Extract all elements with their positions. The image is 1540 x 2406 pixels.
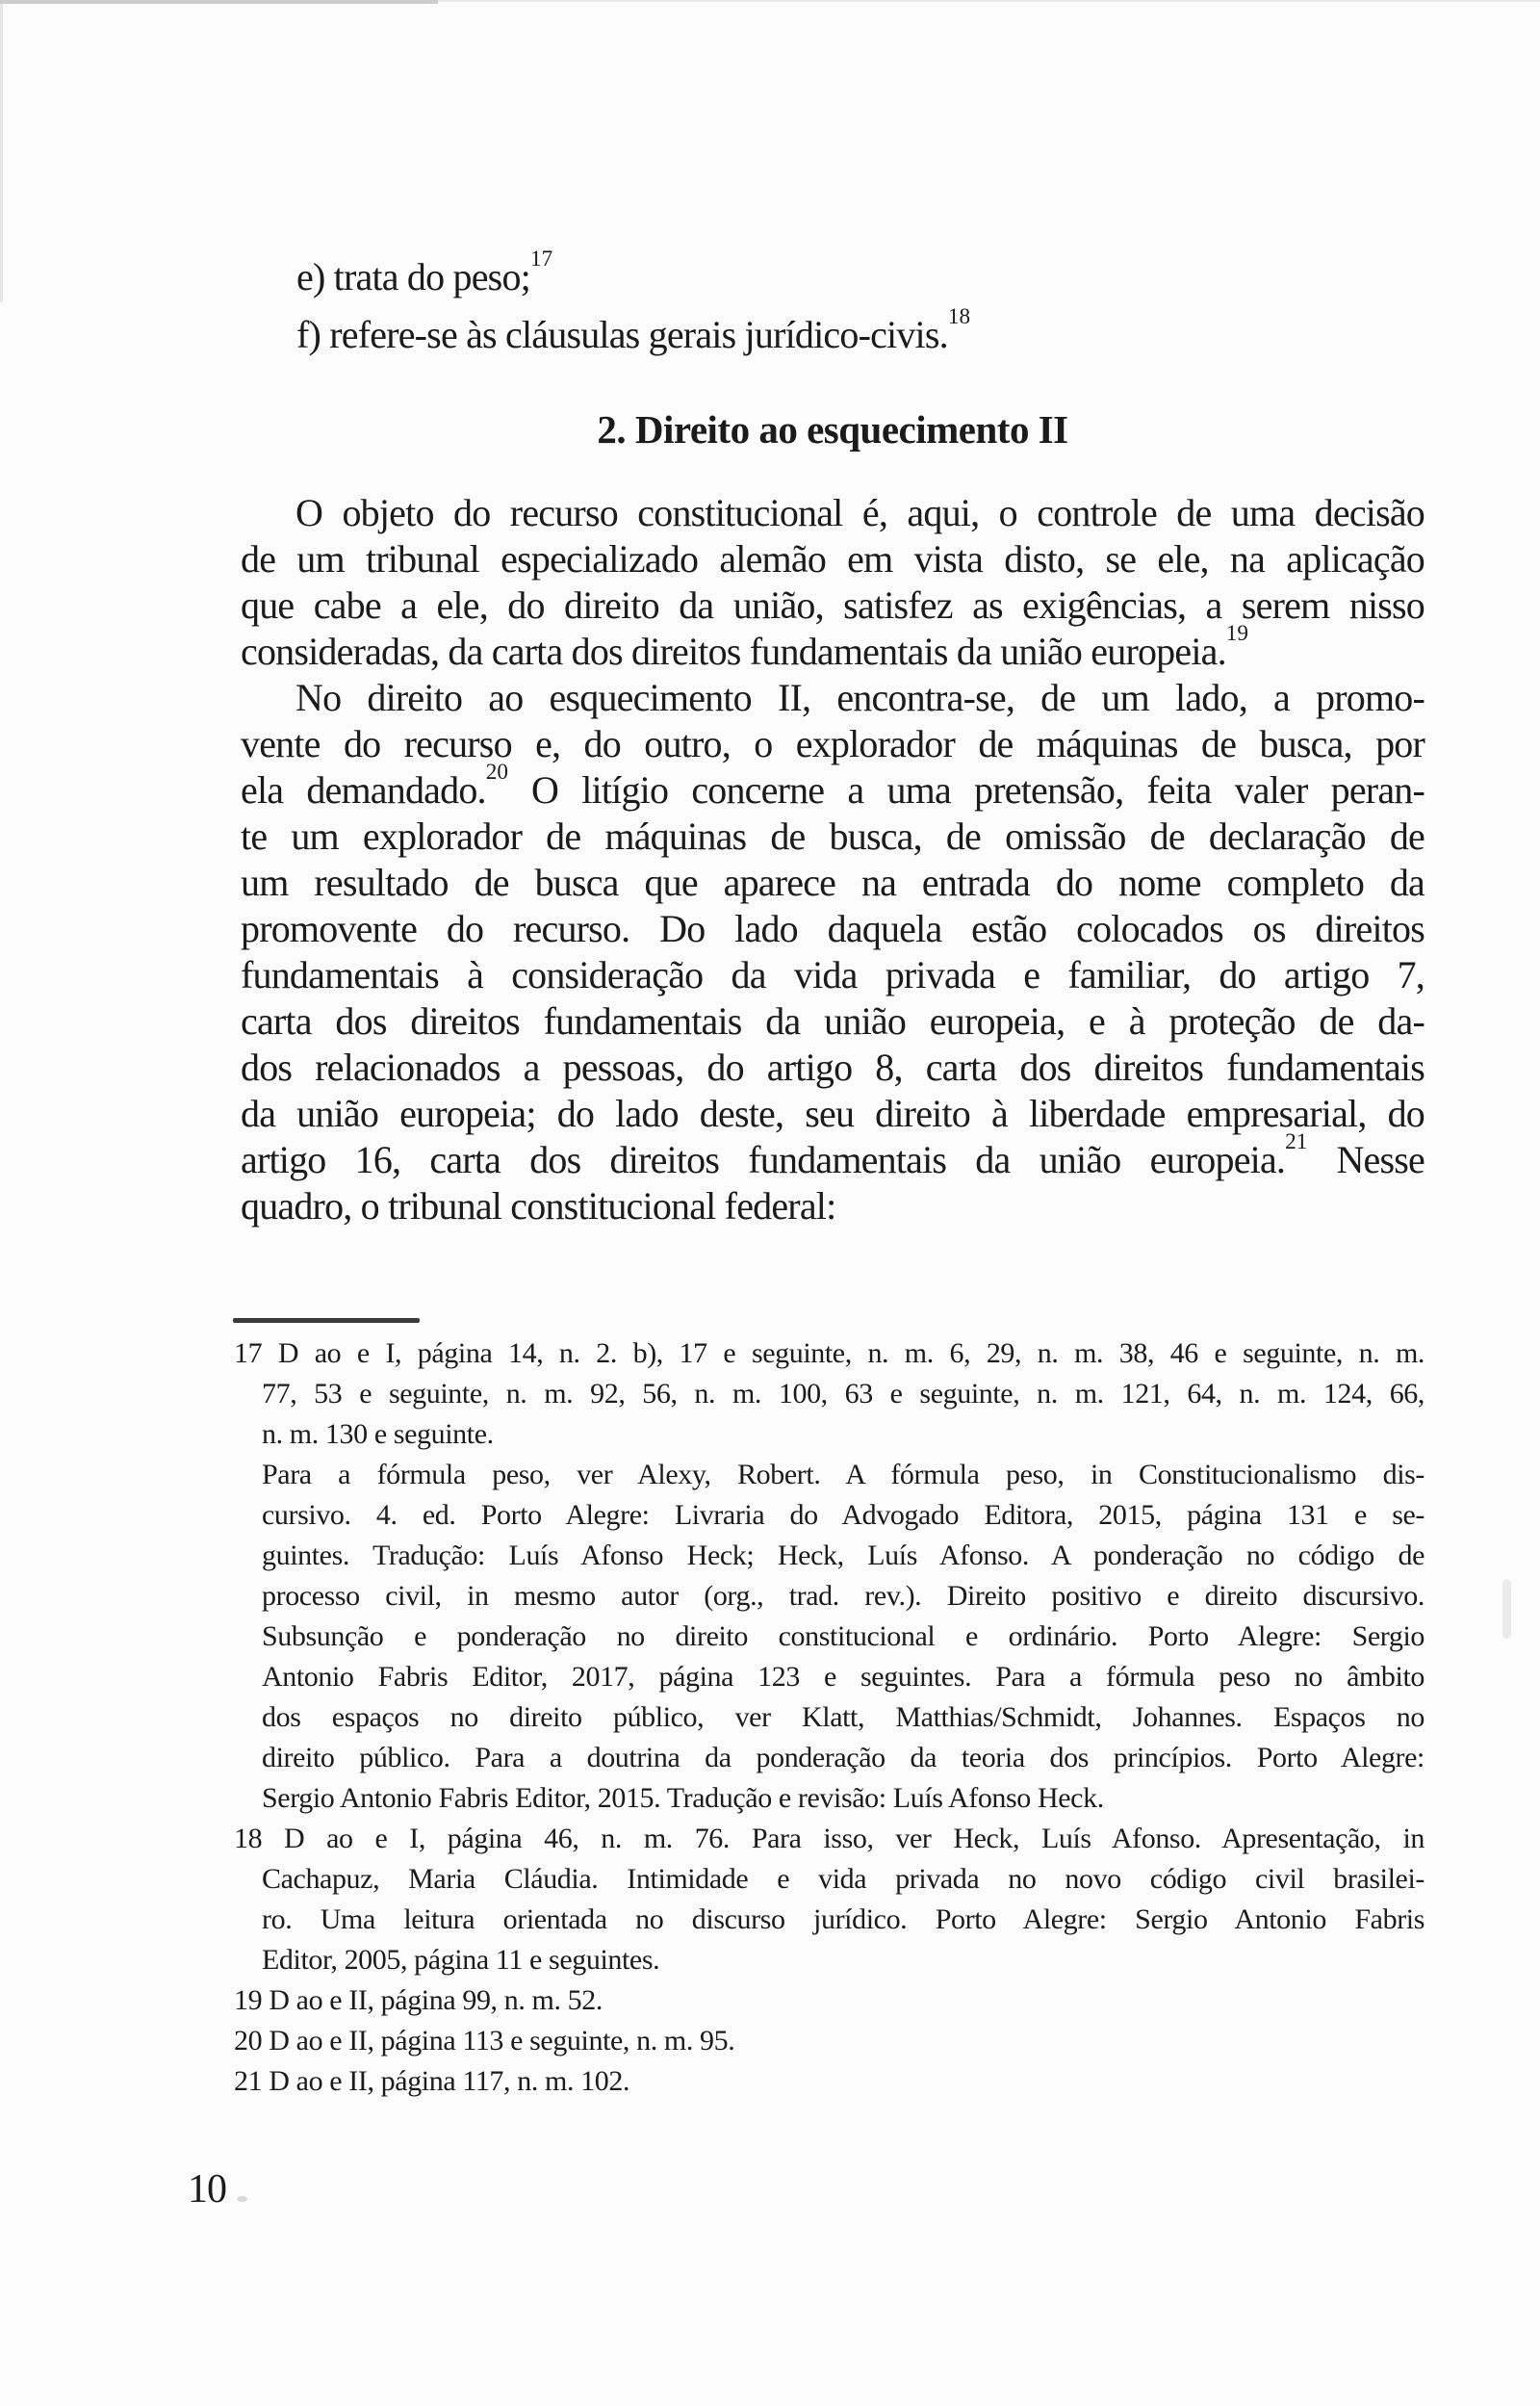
text-line: fundamentais à consideração da vida privada e familiar, do artigo 7, [241, 953, 1424, 996]
text-line: um resultado de busca que aparece na entrada do nome completo da [241, 861, 1424, 904]
text-line: processo civil, in mesmo autor (org., trad. rev.). Direito positivo e direito discursivo. [262, 1580, 1424, 1612]
text-line: 18 D ao e I, página 46, n. m. 76. Para isso, ver Heck, Luís Afonso. Apresentação, in [234, 1823, 1424, 1854]
body-text [241, 490, 1424, 1229]
footnote-ref: 21 [1285, 1128, 1308, 1154]
footnote-block [234, 1455, 1424, 1819]
text-line: Cachapuz, Maria Cláudia. Intimidade e vida privada no novo código civil brasilei- [262, 1863, 1424, 1895]
text-line: Para a fórmula peso, ver Alexy, Robert. A fórmula peso, in Constitucionalismo dis- [262, 1459, 1424, 1490]
list-continuation [296, 246, 1424, 358]
text-line: que cabe a ele, do direito da união, satisfez as exigências, a serem nisso [241, 583, 1424, 627]
scan-artifact-speck [237, 2196, 247, 2202]
scan-artifact-top-edge [0, 0, 438, 4]
footnote-17 [234, 1333, 1424, 1819]
footnote-ref: 19 [1225, 620, 1248, 646]
text-line: 20 D ao e II, página 113 e seguinte, n. m. 95. [234, 2025, 735, 2057]
body-paragraph [241, 490, 1424, 675]
text-line: carta dos direitos fundamentais da união europeia, e à proteção de da- [241, 999, 1424, 1043]
text-line: dos espaços no direito público, ver Klatt, Matthias/Schmidt, Johannes. Espaços no [262, 1701, 1424, 1733]
text-line: ela demandado.$^{20}$ O litígio concerne a uma pretensão, feita valer peran- [241, 759, 1424, 812]
text-line: Subsunção e ponderação no direito constitucional e ordinário. Porto Alegre: Sergio [262, 1620, 1424, 1652]
text-line: 17 D ao e I, página 14, n. 2. b), 17 e seguinte, n. m. 6, 29, n. m. 38, 46 e seguinte, n. m. [234, 1337, 1424, 1369]
text-line: guintes. Tradução: Luís Afonso Heck; Heck, Luís Afonso. A ponderação no código de [262, 1539, 1424, 1571]
text-line: quadro, o tribunal constitucional federal: [241, 1184, 836, 1228]
text-line: e) trata do peso;$^{17}$ [296, 246, 553, 298]
scan-artifact-left-edge [0, 4, 3, 302]
body-paragraph [241, 675, 1424, 1229]
text-line: f) refere-se às cláusulas gerais jurídico-civis.$^{18}$ [296, 303, 971, 356]
text-line: promovente do recurso. Do lado daquela estão colocados os direitos [241, 907, 1424, 950]
text-line: dos relacionados a pessoas, do artigo 8, carta dos direitos fundamentais [241, 1046, 1424, 1089]
text-line: da união europeia; do lado deste, seu direito à liberdade empresarial, do [241, 1092, 1424, 1135]
text-line: 19 D ao e II, página 99, n. m. 52. [234, 1984, 603, 2016]
text-line: No direito ao esquecimento II, encontra-se, de um lado, a promo- [295, 676, 1424, 719]
text-line: consideradas, da carta dos direitos fundamentais da união europeia.$^{19}$ [241, 620, 1248, 673]
footnote-ref: 18 [947, 303, 971, 329]
text-line: de um tribunal especializado alemão em vista disto, se ele, na aplicação [241, 537, 1424, 581]
text-line: artigo 16, carta dos direitos fundamentais da união europeia.$^{21}$ Nesse [241, 1128, 1424, 1181]
text-line: cursivo. 4. ed. Porto Alegre: Livraria do Advogado Editora, 2015, página 131 e se- [262, 1499, 1424, 1531]
footnote-block [234, 2061, 1424, 2102]
text-line: O objeto do recurso constitucional é, aqui, o controle de uma decisão [295, 491, 1424, 534]
footnote-block [234, 1980, 1424, 2021]
text-line: n. m. 130 e seguinte. [262, 1418, 494, 1450]
footnote-19 [234, 1980, 1424, 2021]
text-line: te um explorador de máquinas de busca, de omissão de declaração de [241, 815, 1424, 858]
footnote-block [234, 2021, 1424, 2061]
footnote-ref: 17 [529, 246, 553, 272]
text-line: Sergio Antonio Fabris Editor, 2015. Tradução e revisão: Luís Afonso Heck. [262, 1782, 1104, 1814]
footnote-21 [234, 2061, 1424, 2102]
footnote-block [234, 1819, 1424, 1980]
text-line: vente do recurso e, do outro, o explorador de máquinas de busca, por [241, 722, 1424, 765]
footnote-18 [234, 1819, 1424, 1980]
page-number: 10 [188, 2167, 226, 2212]
scan-artifact-right-smudge [1502, 1579, 1511, 1639]
text-line: direito público. Para a doutrina da ponderação da teoria dos princípios. Porto Alegre: [262, 1742, 1424, 1773]
footnote-20 [234, 2021, 1424, 2061]
text-line: ro. Uma leitura orientada no discurso jurídico. Porto Alegre: Sergio Antonio Fabris [262, 1903, 1424, 1935]
text-line: 77, 53 e seguinte, n. m. 92, 56, n. m. 100, 63 e seguinte, n. m. 121, 64, n. m. 124, 66, [262, 1378, 1424, 1410]
text-line: Editor, 2005, página 11 e seguintes. [262, 1944, 660, 1976]
text-line: Antonio Fabris Editor, 2017, página 123 e seguintes. Para a fórmula peso no âmbito [262, 1661, 1424, 1693]
section-heading: 2. Direito ao esquecimento II [597, 407, 1068, 452]
footnote-separator [233, 1318, 420, 1323]
footnote-block [234, 1333, 1424, 1455]
footnote-ref: 20 [485, 759, 508, 785]
footnotes-section [234, 1333, 1424, 2102]
text-line: 21 D ao e II, página 117, n. m. 102. [234, 2065, 630, 2097]
scan-artifact-top-edge-light [438, 0, 1540, 2]
